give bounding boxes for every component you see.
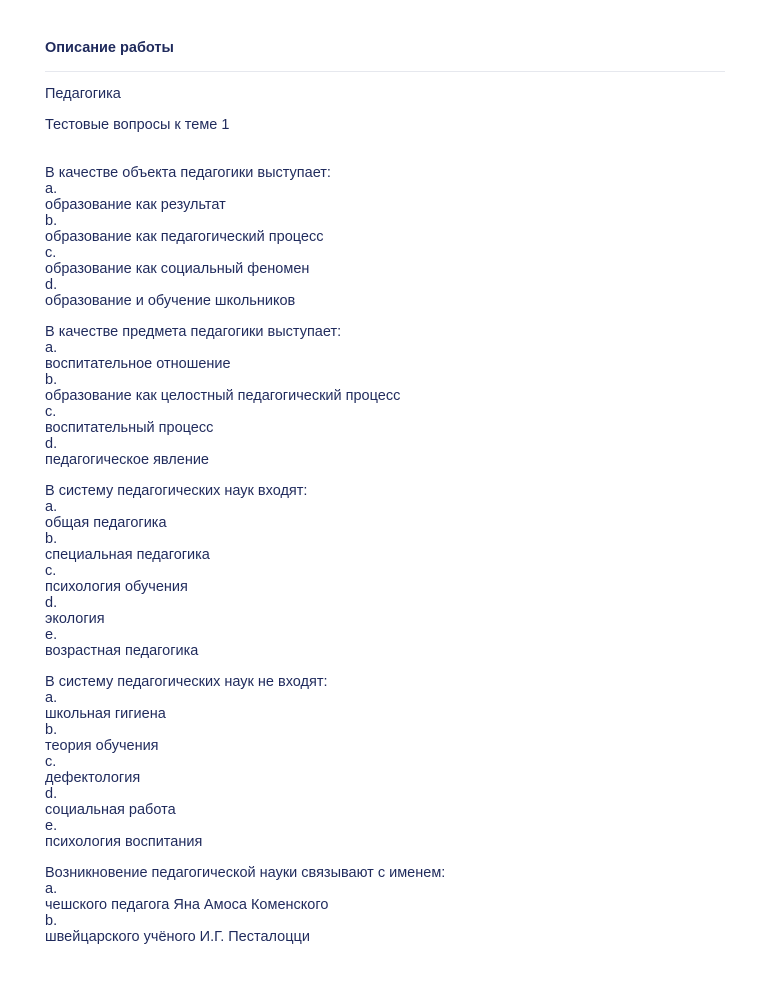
option-letter: c. (45, 245, 57, 261)
option-text: психология обучения (45, 579, 188, 595)
option-text: психология воспитания (45, 834, 203, 850)
question-text: В качестве предмета педагогики выступает: (45, 324, 342, 340)
question-block (45, 483, 725, 659)
option-letter: d. (45, 595, 58, 611)
question-block (45, 674, 725, 850)
option-text: воспитательный процесс (45, 420, 214, 436)
page-title: Описание работы (45, 40, 174, 56)
question-block (45, 324, 725, 468)
option-letter: d. (45, 436, 58, 452)
subject-name: Педагогика (45, 86, 121, 102)
option-letter: e. (45, 627, 58, 643)
test-title: Тестовые вопросы к теме 1 (45, 117, 230, 133)
divider (45, 71, 725, 72)
question-block (45, 865, 725, 945)
question-text: Возникновение педагогической науки связывают с именем: (45, 865, 446, 881)
question-text: В качестве объекта педагогики выступает: (45, 165, 331, 181)
option-letter: d. (45, 786, 58, 802)
option-letter: a. (45, 340, 58, 356)
option-text: швейцарского учёного И.Г. Песталоцци (45, 929, 310, 945)
option-text: общая педагогика (45, 515, 167, 531)
option-letter: a. (45, 881, 58, 897)
option-text: образование как социальный феномен (45, 261, 310, 277)
option-text: образование и обучение школьников (45, 293, 296, 309)
option-text: теория обучения (45, 738, 159, 754)
option-text: воспитательное отношение (45, 356, 231, 372)
option-text: образование как педагогический процесс (45, 229, 324, 245)
option-letter: a. (45, 181, 58, 197)
option-text: социальная работа (45, 802, 176, 818)
option-letter: c. (45, 754, 57, 770)
option-letter: b. (45, 913, 58, 929)
option-letter: b. (45, 531, 58, 547)
option-letter: c. (45, 404, 57, 420)
option-letter: e. (45, 818, 58, 834)
option-letter: b. (45, 372, 58, 388)
option-text: образование как целостный педагогический процесс (45, 388, 401, 404)
option-text: возрастная педагогика (45, 643, 199, 659)
option-letter: a. (45, 499, 58, 515)
question-text: В систему педагогических наук не входят: (45, 674, 328, 690)
question-block (45, 165, 725, 309)
option-text: школьная гигиена (45, 706, 166, 722)
option-text: чешского педагога Яна Амоса Коменского (45, 897, 329, 913)
option-letter: d. (45, 277, 58, 293)
option-text: дефектология (45, 770, 141, 786)
question-text: В систему педагогических наук входят: (45, 483, 308, 499)
option-text: экология (45, 611, 105, 627)
question-list (45, 165, 725, 960)
option-letter: c. (45, 563, 57, 579)
option-text: специальная педагогика (45, 547, 210, 563)
option-letter: b. (45, 213, 58, 229)
option-letter: b. (45, 722, 58, 738)
option-letter: a. (45, 690, 58, 706)
option-text: педагогическое явление (45, 452, 209, 468)
option-text: образование как результат (45, 197, 226, 213)
